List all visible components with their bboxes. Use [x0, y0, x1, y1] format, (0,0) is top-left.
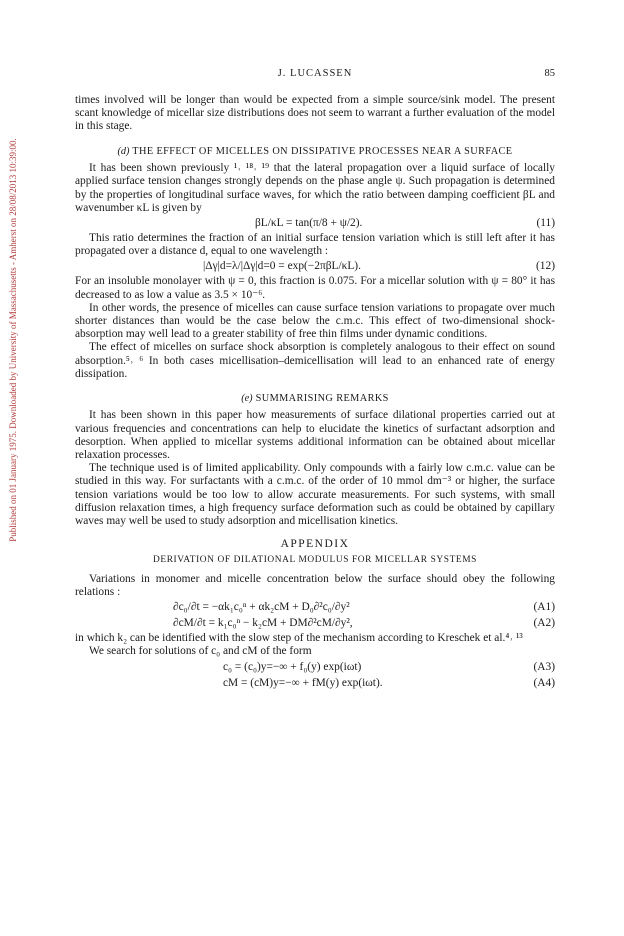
equation-a4: [75, 676, 555, 691]
equation-a1: [75, 600, 555, 615]
paragraph: in which k₂ can be identified with the slow step of the mechanism according to Kreschek et al.⁴˒ ¹³: [75, 632, 523, 645]
equation-12: [75, 259, 555, 274]
appendix-subtitle: DERIVATION OF DILATIONAL MODULUS FOR MICELLAR SYSTEMS: [153, 555, 477, 566]
equation-body: |Δγ|d=λ/|Δγ|d=0 = exp(−2πβL/κL).: [203, 260, 361, 273]
watermark-text: Published on 01 January 1975. Downloaded by University of Massachusetts - Amherst on 28/08/2013 10:39:00.: [8, 138, 18, 542]
paragraph: We search for solutions of c₀ and cM of the form: [89, 645, 312, 658]
page-header: [75, 68, 555, 84]
equation-body: ∂cM/∂t = k₁c₀ⁿ − k₂cM + DM∂²cM/∂y²,: [173, 617, 353, 630]
paragraph: It has been shown in this paper how measurements of surface dilational properties carried out at various frequencies and concentrations can help to elucidate the kinetics of surfactant adsorption and desorption. When applied to micellar systems additional information can be obtained about micellar relaxation processes.: [75, 409, 555, 462]
equation-body: c₀ = (c₀)y=−∞ + f₀(y) exp(iωt): [223, 660, 362, 673]
paragraph: This ratio determines the fraction of an initial surface tension variation which is still left after it has propagated over a distance d, equal to one wavelength :: [75, 231, 555, 258]
appendix-title: APPENDIX: [280, 538, 350, 551]
equation-11: [75, 216, 555, 231]
equation-a2: [75, 616, 555, 631]
download-watermark: [7, 90, 19, 590]
equation-body: cM = (cM)y=−∞ + fM(y) exp(iωt).: [223, 676, 383, 689]
section-label: (d): [117, 145, 130, 157]
equation-number: (A1): [533, 601, 555, 614]
paragraph: It has been shown previously ¹˒ ¹⁸˒ ¹⁹ that the lateral propagation over a liquid surface of locally applied surface tension changes strongly depends on the phase angle ψ. Such propagation is determined by the properties of longitudinal surface waves, for which the ratio between damping coefficient βL and wavenumber κL is given by: [75, 162, 555, 214]
equation-number: (11): [536, 216, 555, 229]
section-title: THE EFFECT OF MICELLES ON DISSIPATIVE PROCESSES NEAR A SURFACE: [132, 145, 513, 157]
page-number: 85: [544, 68, 555, 79]
paragraph: The effect of micelles on surface shock absorption is completely analogous to their effect on sound absorption.⁵˒ ⁶ In both cases micellisation–demicellisation will lead to an enhanced rate of energy dissipation.: [75, 341, 555, 380]
section-heading-e: [75, 393, 555, 406]
equation-a3: [75, 660, 555, 675]
paragraph: For an insoluble monolayer with ψ = 0, this fraction is 0.075. For a micellar solution with ψ = 80° it has decreased to as low a value as 3.5 × 10⁻⁶.: [75, 275, 555, 301]
paragraph: In other words, the presence of micelles can cause surface tension variations to propagate over much shorter distances than would be the case below the c.m.c. This effect of two-dimensional shock-absorption may well lead to a greater stability of free thin films under dynamic conditions.: [75, 301, 555, 341]
equation-body: βL/κL = tan(π/8 + ψ/2).: [255, 216, 363, 229]
section-label: (e): [241, 392, 253, 404]
equation-number: (A2): [533, 617, 555, 630]
paragraph: times involved will be longer than would be expected from a simple source/sink model. The present scant knowledge of micellar size distributions does not seem to warrant a further evaluation of the model in this stage.: [75, 94, 555, 133]
section-heading-d: [75, 146, 555, 159]
running-title: J. LUCASSEN: [277, 68, 353, 79]
equation-number: (12): [536, 260, 555, 273]
article-body: [75, 94, 555, 692]
section-title: SUMMARISING REMARKS: [255, 392, 389, 404]
equation-body: ∂c₀/∂t = −αk₁c₀ⁿ + αk₂cM + D₀∂²c₀/∂y²: [173, 601, 350, 614]
equation-number: (A3): [533, 660, 555, 673]
paragraph: The technique used is of limited applicability. Only compounds with a fairly low c.m.c. value can be studied in this way. For surfactants with a c.m.c. of the order of 10 mmol dm⁻³ or higher, the surface tension variations would be too low to allow accurate measurements. For such systems, with small diffusion relaxation times, a high frequency surface deformation such as could be obtained by capillary waves may well be used to study adsorption and micellisation kinetics.: [75, 462, 555, 528]
equation-number: (A4): [533, 676, 555, 689]
paragraph: Variations in monomer and micelle concentration below the surface should obey the following relations :: [75, 572, 555, 598]
